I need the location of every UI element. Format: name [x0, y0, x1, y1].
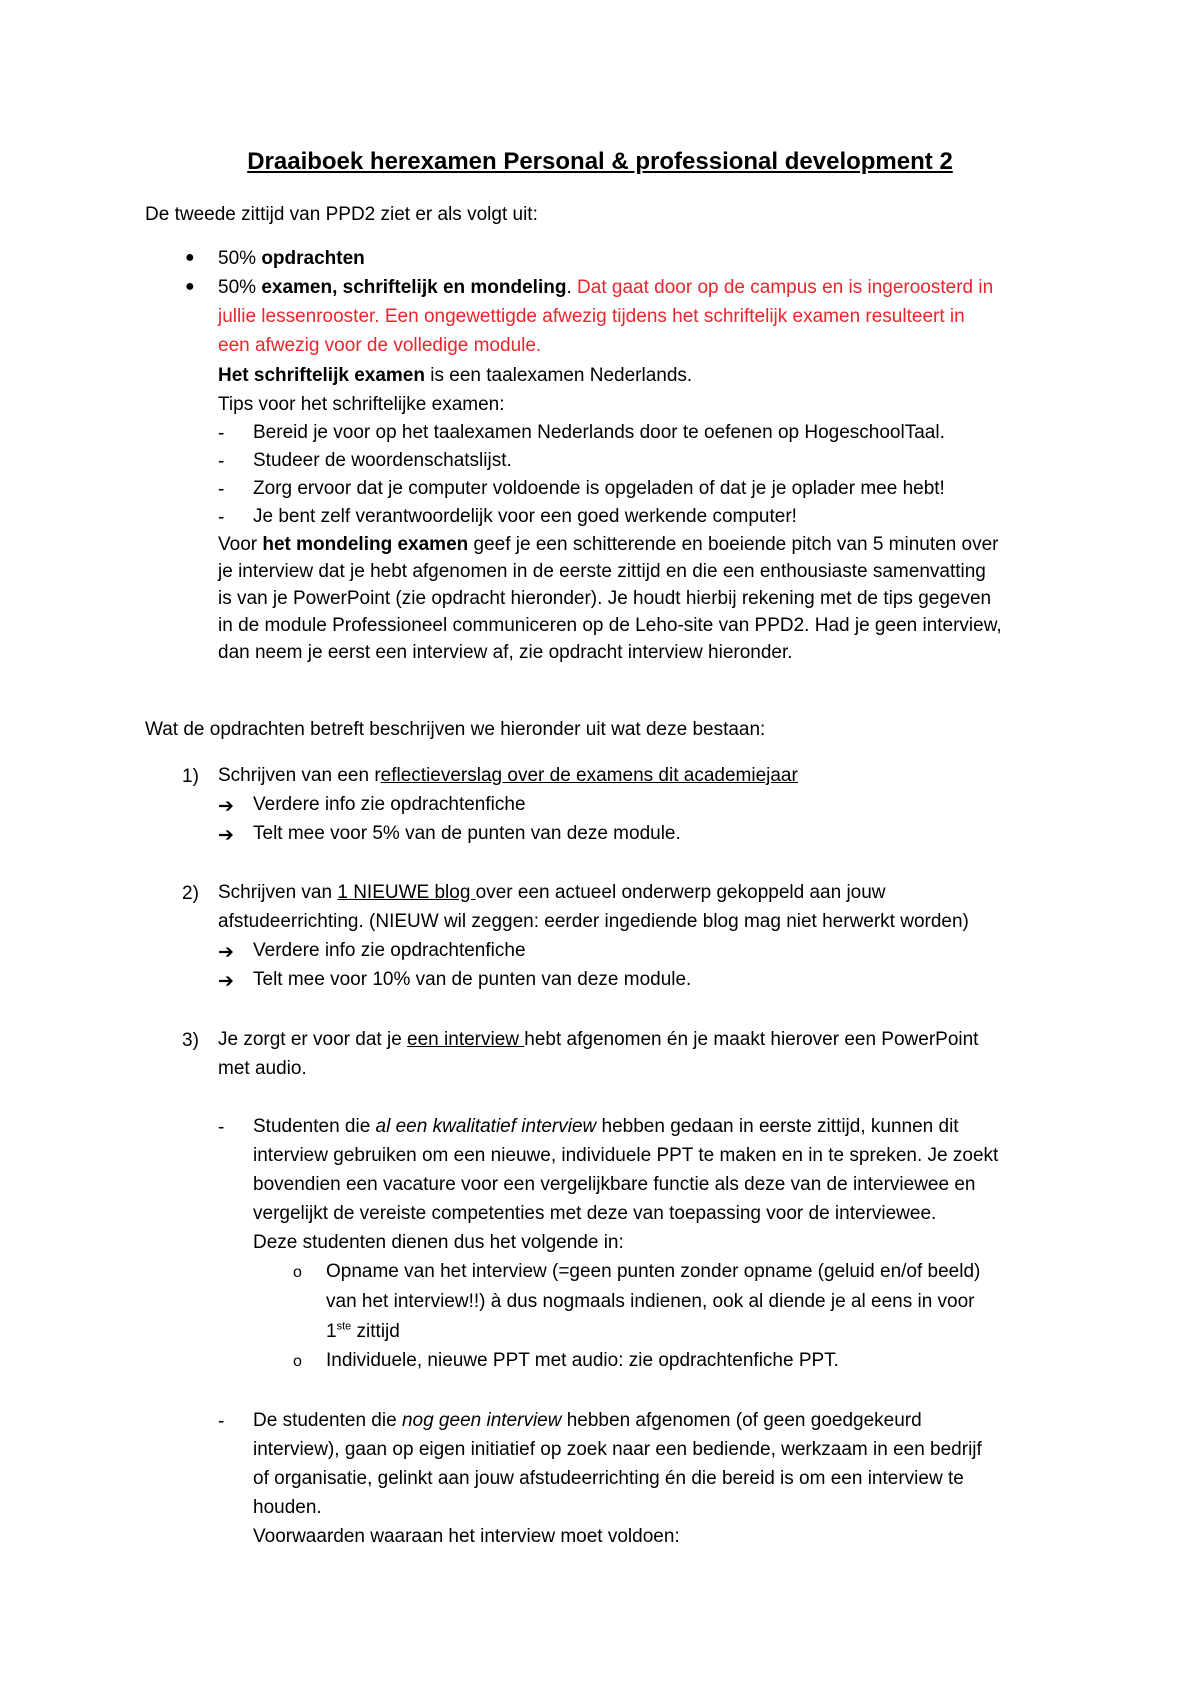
- bullet-dot-text: .: [566, 277, 578, 298]
- tip-item: Bereid je voor op het taalexamen Nederlands door te oefenen op HogeschoolTaal.: [253, 422, 945, 443]
- tip-item: Studeer de woordenschatslijst.: [253, 450, 512, 471]
- sub2-line: interview), gaan op eigen initiatief op zoek naar een bediende, werkzaam in een bedrijf: [253, 1439, 982, 1460]
- sub1-line: [253, 1117, 959, 1136]
- item3-rest: hebt afgenomen én je maakt hierover een PowerPoint: [524, 1029, 979, 1050]
- tip-item: Zorg ervoor dat je computer voldoende is opgeladen of dat je je oplader mee hebt!: [253, 478, 945, 499]
- sub1-pre: Studenten die: [253, 1116, 376, 1137]
- oral-exam-line: [218, 535, 999, 554]
- circle-bullet-icon: o: [293, 1353, 302, 1370]
- sub1-rest: hebben gedaan in eerste zittijd, kunnen dit: [596, 1116, 959, 1137]
- dash-marker: -: [218, 1411, 225, 1432]
- oral-line: je interview dat je hebt afgenomen in de eerste zittijd en die een enthousiaste samenvatting: [218, 561, 986, 582]
- dash-marker: -: [218, 423, 225, 444]
- list-number: 3): [182, 1030, 199, 1051]
- item2-weight: Telt mee voor 10% van de punten van deze module.: [253, 969, 692, 990]
- written-exam-rest: is een taalexamen Nederlands.: [424, 365, 693, 386]
- intro-text: De tweede zittijd van PPD2 ziet er als volgt uit:: [145, 204, 538, 225]
- tip-item: Je bent zelf verantwoordelijk voor een goed werkende computer!: [253, 506, 797, 527]
- dash-marker: -: [218, 507, 225, 528]
- item2-line: [218, 883, 886, 902]
- item2-pre: Schrijven van: [218, 882, 338, 903]
- arrow-icon: ➔: [218, 971, 234, 992]
- circle-bullet-icon: o: [293, 1264, 302, 1281]
- ordinal-num: 1: [326, 1321, 337, 1342]
- item1-info: Verdere info zie opdrachtenfiche: [253, 794, 526, 815]
- sub2-pre: De studenten die: [253, 1410, 402, 1431]
- dash-marker: -: [218, 479, 225, 500]
- item2-line: afstudeerrichting. (NIEUW wil zeggen: eerder ingediende blog mag niet herwerkt worden): [218, 911, 969, 932]
- sub1-option: Individuele, nieuwe PPT met audio: zie opdrachtenfiche PPT.: [326, 1350, 839, 1371]
- sub1-line: bovendien een vacature voor een vergelijkbare functie als deze van de interviewee en: [253, 1174, 976, 1195]
- written-exam-line: [218, 366, 692, 385]
- sub1-line: Deze studenten dienen dus het volgende in:: [253, 1232, 624, 1253]
- arrow-icon: ➔: [218, 796, 234, 817]
- sub1-option: [326, 1322, 400, 1341]
- sub1-option: Opname van het interview (=geen punten zonder opname (geluid en/of beeld): [326, 1261, 981, 1282]
- tips-intro: Tips voor het schriftelijke examen:: [218, 394, 505, 415]
- red-note-line: een afwezig voor de volledige module.: [218, 335, 542, 356]
- sub2-line: houden.: [253, 1497, 322, 1518]
- sub1-italic: al een kwalitatief interview: [375, 1116, 597, 1137]
- bullet-examen: [218, 278, 993, 297]
- arrow-icon: ➔: [218, 942, 234, 963]
- sub1-option: van het interview!!) à dus nogmaals indienen, ook al diende je al eens in voor: [326, 1291, 975, 1312]
- red-note-line: jullie lessenrooster. Een ongewettigde afwezig tijdens het schriftelijk examen resulteert in: [218, 306, 965, 327]
- bullet-pct: 50%: [218, 277, 262, 298]
- bullet-pct: 50%: [218, 248, 262, 269]
- dash-marker: -: [218, 451, 225, 472]
- item3-underlined: een interview: [407, 1029, 525, 1050]
- list-number: 1): [182, 766, 199, 787]
- bullet-dot: ●: [185, 278, 195, 295]
- item2-info: Verdere info zie opdrachtenfiche: [253, 940, 526, 961]
- item1-weight: Telt mee voor 5% van de punten van deze module.: [253, 823, 681, 844]
- item2-rest: over een actueel onderwerp gekoppeld aan jouw: [475, 882, 886, 903]
- sub1-line: interview gebruiken om een nieuwe, individuele PPT te maken en in te spreken. Je zoekt: [253, 1145, 999, 1166]
- bullet-bold: examen, schriftelijk en mondeling: [261, 277, 567, 298]
- bullet-opdrachten: [218, 249, 365, 268]
- oral-pre: Voor: [218, 534, 263, 555]
- item2-underlined: 1 NIEUWE blog: [337, 882, 476, 903]
- oral-bold: het mondeling examen: [262, 534, 469, 555]
- assignments-intro: Wat de opdrachten betreft beschrijven we hieronder uit wat deze bestaan:: [145, 719, 766, 740]
- oral-line: in de module Professioneel communiceren op de Leho-site van PPD2. Had je geen interview,: [218, 615, 1002, 636]
- page-title: Draaiboek herexamen Personal & professional development 2: [247, 148, 953, 175]
- item1-pre: Schrijven van een r: [218, 765, 381, 786]
- sub2-line: of organisatie, gelinkt aan jouw afstudeerrichting én die bereid is om een interview te: [253, 1468, 964, 1489]
- item3-pre: Je zorgt er voor dat je: [218, 1029, 408, 1050]
- list-number: 2): [182, 883, 199, 904]
- oral-line: dan neem je eerst een interview af, zie opdracht interview hieronder.: [218, 642, 793, 663]
- ordinal-sup: ste: [336, 1320, 352, 1333]
- red-note-line: Dat gaat door op de campus en is ingeroosterd in: [577, 277, 994, 298]
- item1-line: [218, 766, 798, 785]
- sub1-line: vergelijkt de vereiste competenties met deze van toepassing voor de interviewee.: [253, 1203, 937, 1224]
- written-exam-bold: Het schriftelijk examen: [218, 365, 425, 386]
- sub2-rest: hebben afgenomen (of geen goedgekeurd: [561, 1410, 922, 1431]
- bullet-bold: opdrachten: [261, 248, 365, 269]
- bullet-dot: ●: [185, 249, 195, 266]
- sub2-line: [253, 1411, 922, 1430]
- sub2-line: Voorwaarden waaraan het interview moet voldoen:: [253, 1526, 680, 1547]
- item1-underlined: eflectieverslag over de examens dit academiejaar: [380, 765, 798, 786]
- item3-line: met audio.: [218, 1058, 307, 1079]
- sub2-italic: nog geen interview: [401, 1410, 562, 1431]
- item3-line: [218, 1030, 978, 1049]
- oral-line: is van je PowerPoint (zie opdracht hieronder). Je houdt hierbij rekening met de tips gegeven: [218, 588, 992, 609]
- ordinal-rest: zittijd: [351, 1321, 400, 1342]
- arrow-icon: ➔: [218, 825, 234, 846]
- dash-marker: -: [218, 1117, 225, 1138]
- oral-rest: geef je een schitterende en boeiende pitch van 5 minuten over: [468, 534, 999, 555]
